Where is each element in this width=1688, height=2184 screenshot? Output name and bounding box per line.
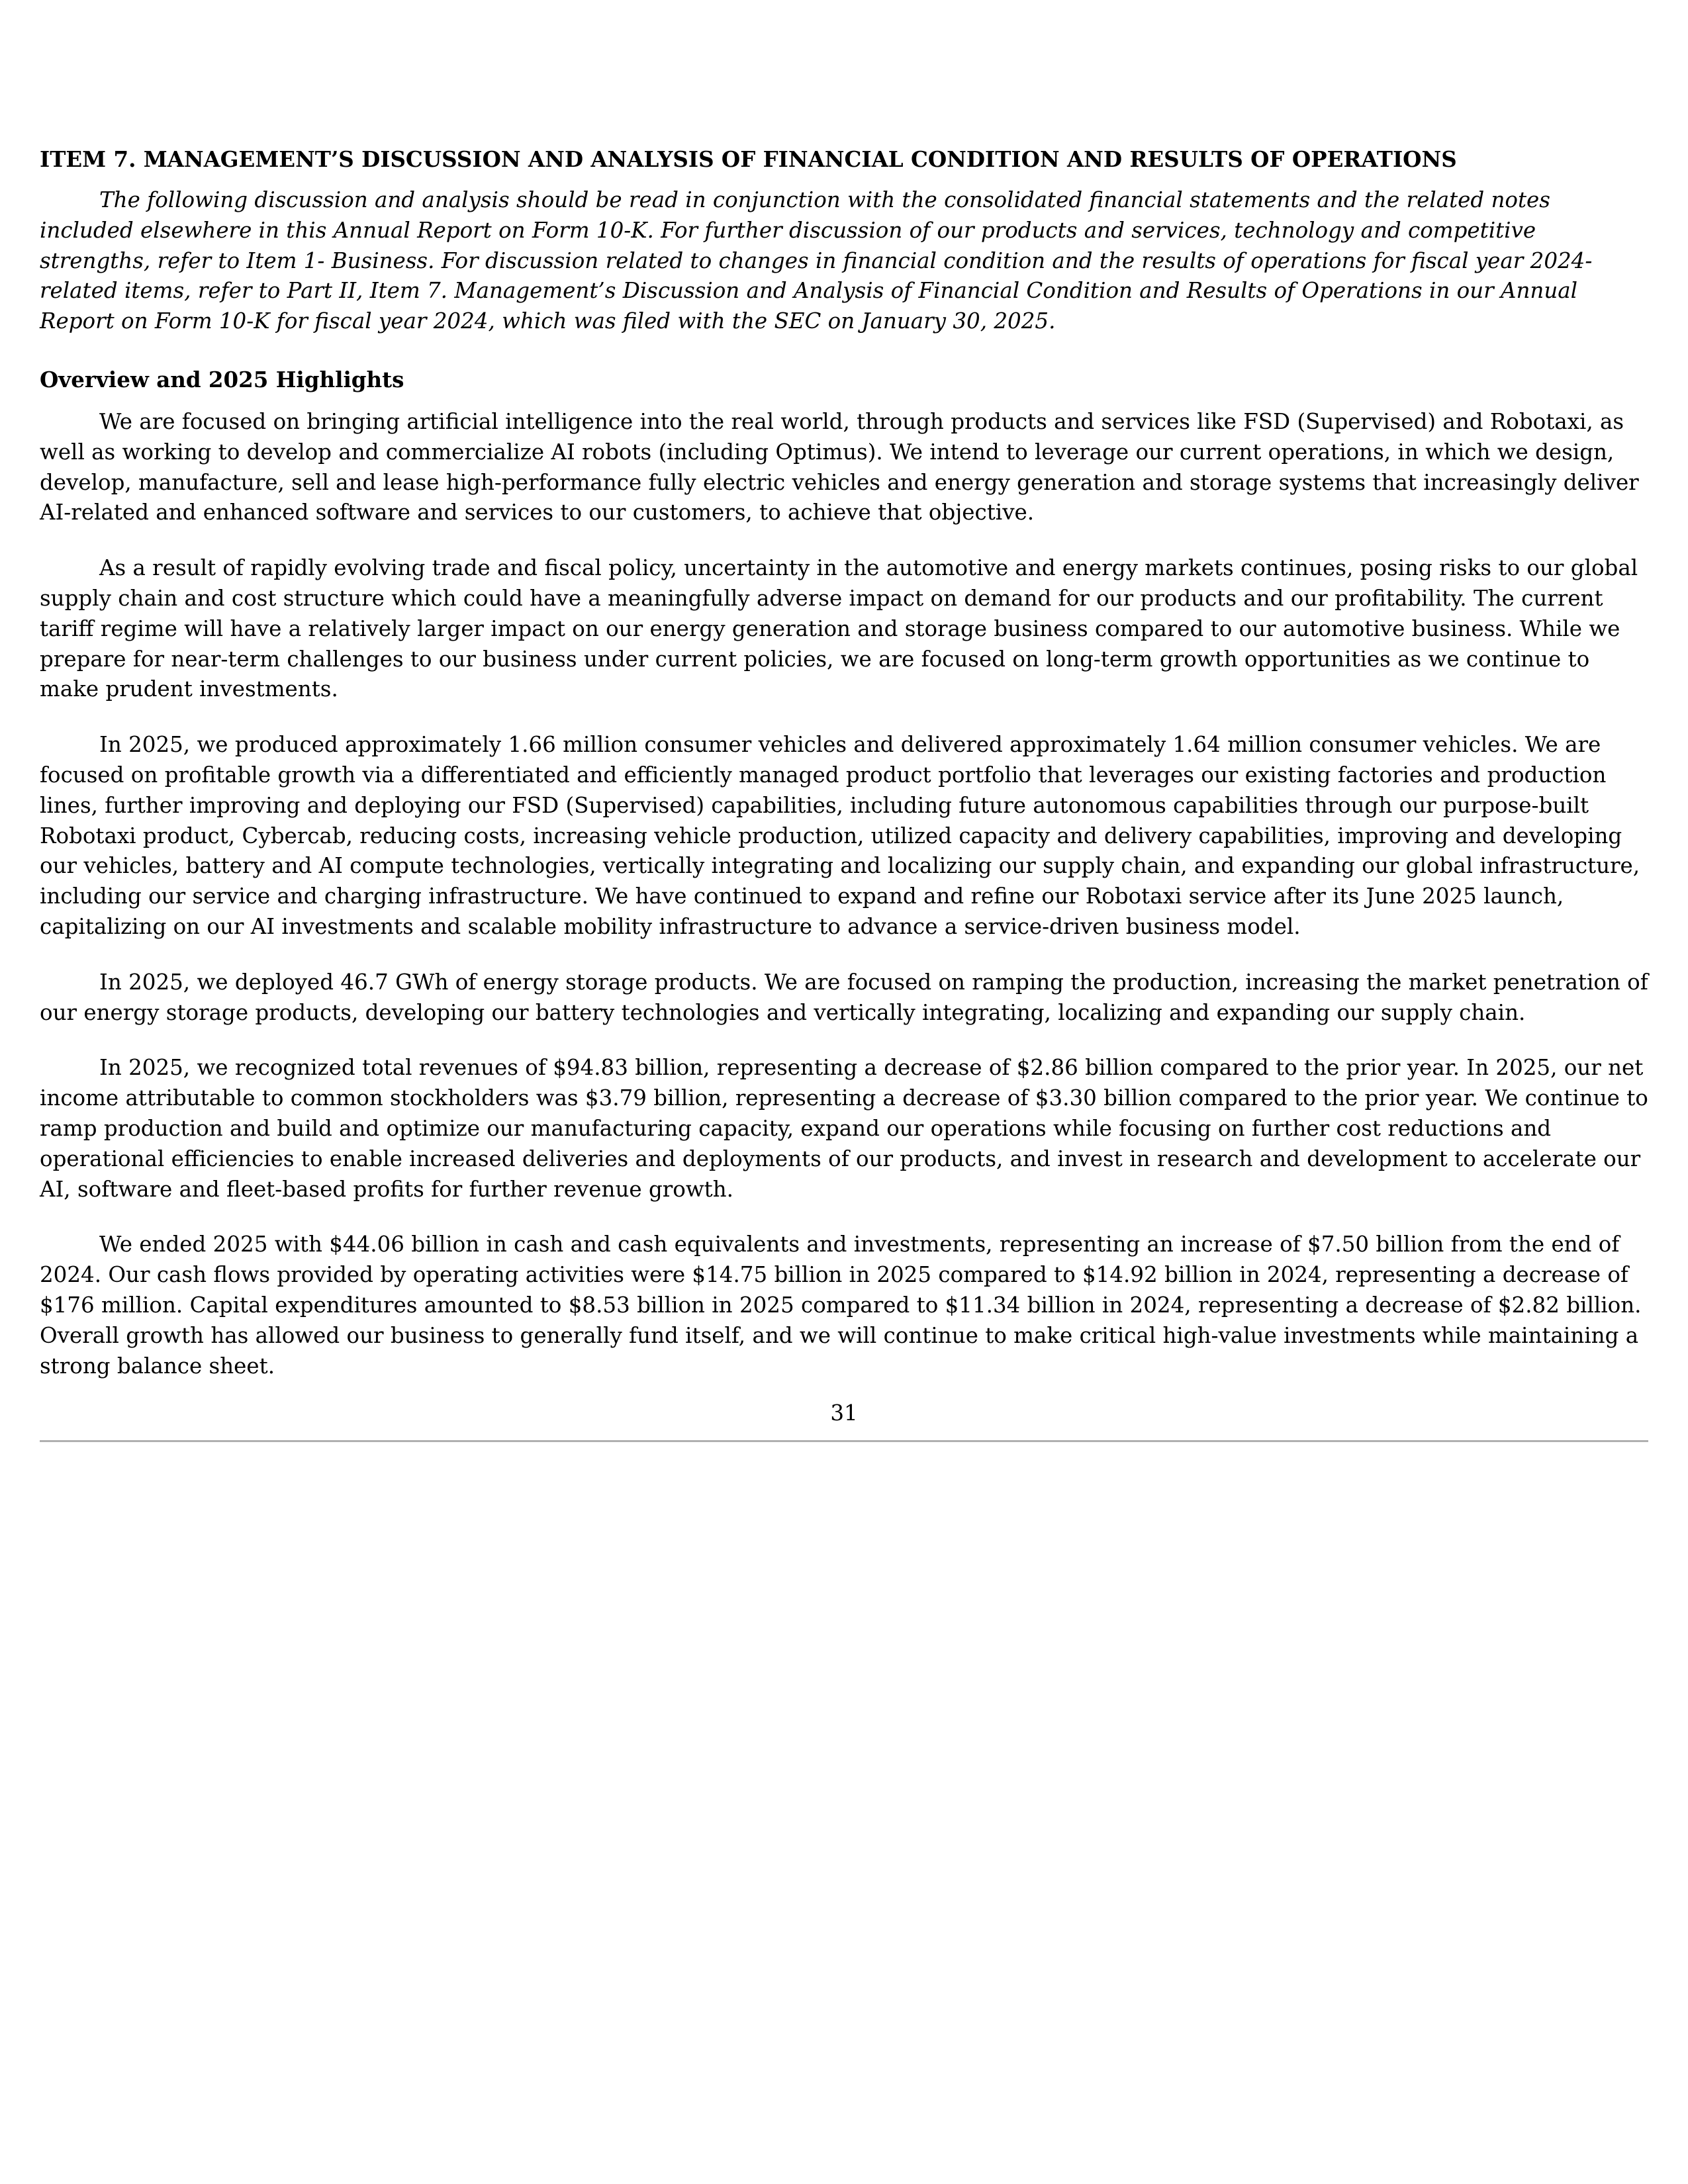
paragraph-energy-storage: In 2025, we deployed 46.7 GWh of energy storage products. We are focused on ramping the production, increasing the market penetration of our energy storage products, developing our battery technologies and vertically integrating, localizing and expanding our supply chain. [40, 969, 1648, 1025]
paragraph-revenues: In 2025, we recognized total revenues of $94.83 billion, representing a decrease of $2.86 billion compared to the prior year. In 2025, our net income attributable to common stockholders was $3.79 billion, representing a decrease of $3.30 billion compared to the prior year. We continue to ramp production and build and optimize our manufacturing capacity, expand our operations while focusing on further cost reductions and operational efficiencies to enable increased deliveries and deployments of our products, and invest in research and development to accelerate our AI, software and fleet-based profits for further revenue growth. [40, 1055, 1648, 1202]
item-title: ITEM 7. MANAGEMENT’S DISCUSSION AND ANALYSIS OF FINANCIAL CONDITION AND RESULTS OF OPERATIONS [40, 146, 1457, 172]
paragraph-trade-policy: As a result of rapidly evolving trade and fiscal policy, uncertainty in the automotive and energy markets continues, posing risks to our global supply chain and cost structure which could have a meaningfully adverse impact on demand for our products and our profitability. The current tariff regime will have a relatively larger impact on our energy generation and storage business compared to our automotive business. While we prepare for near-term challenges to our business under current policies, we are focused on long-term growth opportunities as we continue to make prudent investments. [40, 555, 1638, 702]
footer-divider [40, 1440, 1648, 1442]
page-number: 31 [830, 1400, 858, 1426]
section-heading: Overview and 2025 Highlights [40, 366, 404, 392]
document-page [40, 144, 1648, 1406]
paragraph-cash-flows: We ended 2025 with $44.06 billion in cash and cash equivalents and investments, representing an increase of $7.50 billion from the end of 2024. Our cash flows provided by operating activities were $14.75 billion in 2025 compared to $14.92 billion in 2024, representing a decrease of $176 million. Capital expenditures amounted to $8.53 billion in 2025 compared to $11.34 billion in 2024, representing a decrease of $2.82 billion. Overall growth has allowed our business to generally fund itself, and we will continue to make critical high-value investments while maintaining a strong balance sheet. [40, 1232, 1642, 1379]
paragraph-vehicle-production: In 2025, we produced approximately 1.66 million consumer vehicles and delivered approximately 1.64 million consumer vehicles. We are focused on profitable growth via a differentiated and efficiently managed product portfolio that leverages our existing factories and production lines, further improving and deploying our FSD (Supervised) capabilities, including future autonomous capabilities through our purpose-built Robotaxi product, Cybercab, reducing costs, increasing vehicle production, utilized capacity and delivery capabilities, improving and developing our vehicles, battery and AI compute technologies, vertically integrating and localizing our supply chain, and expanding our global infrastructure, including our service and charging infrastructure. We have continued to expand and refine our Robotaxi service after its June 2025 launch, capitalizing on our AI investments and scalable mobility infrastructure to advance a service-driven business model. [40, 732, 1640, 939]
intro-paragraph: The following discussion and analysis should be read in conjunction with the consolidated financial statements and the related notes included elsewhere in this Annual Report on Form 10-K. For further discussion of our products and services, technology and competitive strengths, refer to Item 1- Business. For discussion related to changes in financial condition and the results of operations for fiscal year 2024-related items, refer to Part II, Item 7. Management’s Discussion and Analysis of Financial Condition and Results of Operations in our Annual Report on Form 10-K for fiscal year 2024, which was filed with the SEC on January 30, 2025. [40, 187, 1593, 334]
paragraph-ai-focus: We are focused on bringing artificial intelligence into the real world, through products and services like FSD (Supervised) and Robotaxi, as well as working to develop and commercialize AI robots (including Optimus). We intend to leverage our current operations, in which we design, develop, manufacture, sell and lease high-performance fully electric vehicles and energy generation and storage systems that increasingly deliver AI-related and enhanced software and services to our customers, to achieve that objective. [40, 408, 1639, 525]
